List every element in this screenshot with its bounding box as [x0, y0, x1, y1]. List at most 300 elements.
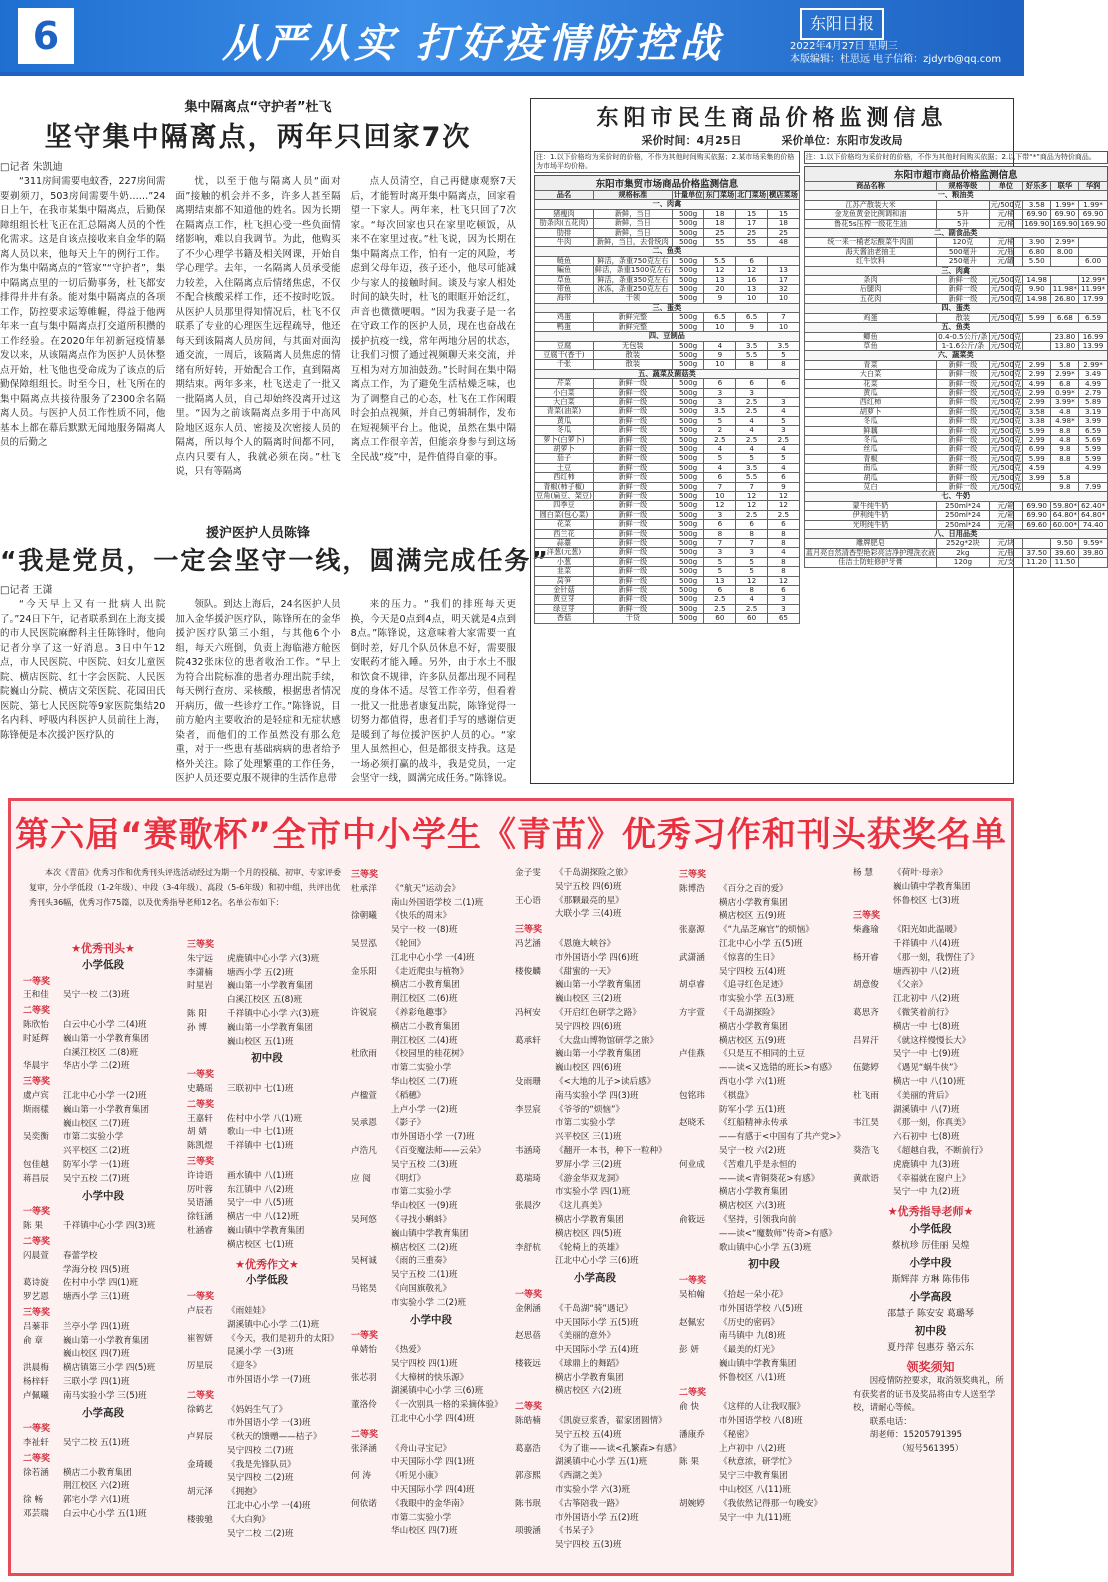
- winner-detail: 防军小学 五(1)班: [719, 1104, 786, 1115]
- award-entry: [853, 1062, 1008, 1076]
- supermarket-price-column: [804, 151, 1108, 624]
- table-cell: 500g: [672, 209, 704, 218]
- notice-phone: 胡老师：15205791395: [869, 1429, 962, 1440]
- table-cell: 6.8: [1051, 379, 1079, 388]
- winner-name: [679, 1062, 719, 1076]
- awards-title: 第六届“赛歌杯”全市中小学生《青苗》优秀习作和刊头获奖名单: [15, 815, 1007, 855]
- table-cell: 4: [768, 444, 800, 453]
- winner-detail: 华山校区 二(7)班: [391, 1076, 458, 1087]
- winner-detail: 横店校区 六(3)班: [719, 1201, 786, 1212]
- table-row: [535, 350, 800, 359]
- award-entry: [351, 1344, 511, 1358]
- award-entry: [351, 897, 511, 911]
- table-row: [535, 416, 800, 425]
- table-cell: 5: [704, 567, 736, 576]
- table-row: [804, 511, 1107, 520]
- notice-short-number: （短号561395）: [897, 1442, 964, 1453]
- winner-detail: 巍山第一小学教育集团: [63, 1033, 149, 1044]
- table-cell: 8: [736, 360, 768, 369]
- awards-column: [23, 937, 183, 1571]
- table-cell: 64.80*: [1080, 510, 1106, 520]
- notice-title: 领奖须知: [906, 1359, 955, 1374]
- winner-detail: 吴宁一校 六(2)班: [719, 1145, 786, 1156]
- table-cell: 胡萝卜: [804, 407, 936, 416]
- table-cell: 西红柿: [535, 473, 594, 482]
- table-cell: 5: [768, 416, 800, 425]
- winner-name: [679, 1076, 719, 1090]
- table-cell: 新鲜一级: [593, 539, 672, 548]
- winner-detail: 中天国际小学 四(4)班: [391, 1485, 475, 1496]
- table-cell: 鲜活，条重1500克左右: [594, 265, 671, 275]
- award-entry: [351, 924, 511, 938]
- table-cell: 25: [736, 228, 768, 237]
- award-entry: [679, 952, 849, 966]
- table-cell: 8: [768, 557, 800, 566]
- table-cell: 1.99*: [1051, 200, 1079, 209]
- table-cell: 10: [736, 294, 768, 303]
- winner-name: [679, 1358, 719, 1372]
- awards-list: [853, 867, 1008, 1219]
- table-cell: 元/500克: [990, 472, 1022, 482]
- winner-name: 金琦暖: [187, 1459, 213, 1470]
- winner-name: 厉叶蓉: [187, 1184, 213, 1195]
- award-entry: [187, 1022, 347, 1036]
- winner-name: [351, 1131, 391, 1145]
- award-entry: [515, 867, 675, 881]
- table-cell: 500g: [672, 294, 704, 303]
- winner-detail: 画水镇中 八(1)班: [227, 1170, 294, 1181]
- award-entry: [23, 1376, 183, 1390]
- table-cell: 新鲜一级: [937, 464, 989, 473]
- award-entry: [351, 1228, 511, 1242]
- winner-detail: 横店小学教育集团: [719, 1187, 788, 1198]
- winner-name: 崔智妍: [187, 1333, 213, 1344]
- winner-name: [679, 1303, 719, 1317]
- award-entry: [187, 1445, 347, 1459]
- table-cell: 250毫升: [937, 257, 989, 266]
- award-entry: [23, 1019, 183, 1033]
- winner-name: 蒋昌辰: [23, 1173, 49, 1184]
- winner-name: 金俐涵: [515, 1303, 541, 1314]
- category-row: [804, 191, 1107, 200]
- award-entry: [679, 1048, 849, 1062]
- award-entry: [351, 1173, 511, 1187]
- price-title: 东阳市民生商品价格监测信息: [596, 106, 948, 131]
- table-cell: 9.8: [1051, 483, 1079, 492]
- award-entry: [351, 1525, 511, 1539]
- table-row: [535, 510, 800, 519]
- winner-detail: 吴宁一中 八(5)班: [227, 1198, 294, 1209]
- award-entry: [853, 1021, 1008, 1035]
- table-cell: 8: [768, 567, 800, 576]
- winner-detail: 西屯小学 六(1)班: [719, 1076, 786, 1087]
- award-entry: [23, 1033, 183, 1047]
- table-cell: 新鲜，当日，去骨统肉: [593, 238, 672, 247]
- table-cell: 500g: [672, 266, 704, 275]
- award-entry: [515, 1062, 675, 1076]
- table-cell: 5.99: [1079, 454, 1107, 463]
- winner-detail: 《大白狗》: [227, 1514, 270, 1525]
- winner-name: [351, 1512, 391, 1526]
- winner-detail: 吴宁四校 二(7)班: [227, 1445, 294, 1456]
- award-entry: [679, 1512, 849, 1526]
- table-cell: 鲢鱼: [535, 256, 594, 265]
- winner-detail: 吴宁一校 二(3)班: [63, 990, 130, 1001]
- winner-name: [187, 1445, 227, 1459]
- supermarket-price-table: [804, 181, 1108, 568]
- winner-detail: 三联初中 七(1)班: [227, 1083, 294, 1094]
- award-entry: [515, 1512, 675, 1526]
- winner-detail: 千祥镇中心小学 四(3)班: [63, 1221, 156, 1232]
- award-entry: [515, 1186, 675, 1200]
- page-number: 6: [18, 8, 74, 64]
- winner-name: [679, 1186, 719, 1200]
- winner-detail: 横店小学教育集团: [719, 897, 788, 908]
- winner-name: 朱宁远: [187, 953, 213, 964]
- award-entry: [187, 1514, 347, 1528]
- table-cell: 西兰花: [535, 529, 594, 538]
- prize-level: 二等奖: [23, 1006, 51, 1017]
- table-cell: 60.00*: [1052, 519, 1077, 529]
- winner-detail: 《一次别具一格的采摘体验》: [391, 1400, 503, 1411]
- winner-detail: 市外国语小学 五(2)班: [555, 1512, 639, 1523]
- winner-detail: 市外国语学校 八(5)班: [719, 1303, 803, 1314]
- table-cell: 2.5: [736, 407, 768, 416]
- winner-detail: 《追寻红色足迹》: [719, 980, 788, 991]
- table-cell: 鲜活，条重750克左右: [593, 256, 672, 265]
- winner-name: 邓芸瑞: [23, 1509, 49, 1520]
- award-entry: [23, 1335, 183, 1349]
- table-cell: 3.5: [736, 341, 768, 350]
- table-cell: 新鲜一级: [593, 501, 672, 510]
- table-cell: 64.80*: [1052, 510, 1077, 520]
- table-cell: 豆腐: [535, 341, 594, 350]
- table-cell: 丝瓜: [804, 445, 936, 454]
- table-cell: 500g: [672, 539, 704, 548]
- table-cell: 2.79: [1079, 388, 1107, 397]
- table-row: [804, 464, 1107, 473]
- award-entry: [187, 1346, 347, 1360]
- table-cell: 新鲜一级: [593, 444, 672, 453]
- table-cell: 12: [736, 266, 768, 275]
- award-entry: [187, 1500, 347, 1514]
- winner-detail: 江北中心小学 三(6)班: [555, 1256, 639, 1267]
- winner-detail: 歌山一中 七(1)班: [227, 1127, 294, 1138]
- winner-detail: 郭宅小学 六(1)班: [63, 1495, 130, 1506]
- table-cell: 69.90: [1023, 501, 1051, 510]
- award-entry: [515, 1090, 675, 1104]
- winner-name: 柴鑫瑜: [853, 925, 879, 936]
- notice-body: 因疫情防控要求，取消领奖典礼，所有获奖者的证书及奖品将由专人送至学校，请耐心等候。: [853, 1375, 1004, 1413]
- winner-detail: 华山校区 四(7)班: [391, 1526, 458, 1537]
- winner-name: [515, 1090, 555, 1104]
- winner-detail: 江北中心小学 四(4)班: [391, 1414, 475, 1425]
- award-entry: [515, 1214, 675, 1228]
- winner-name: 赵思蓓: [515, 1331, 541, 1342]
- award-entry: [515, 1372, 675, 1386]
- table-cell: [1023, 341, 1051, 350]
- table-cell: 6: [768, 379, 800, 388]
- table-cell: 元/500克: [990, 444, 1022, 454]
- table-cell: 3: [768, 426, 800, 435]
- winner-name: [351, 1200, 391, 1214]
- winner-detail: 横店小学教育集团: [555, 1214, 624, 1225]
- winner-name: 冯艺涵: [515, 938, 541, 949]
- winner-detail: 横店小学教育集团: [719, 1021, 788, 1032]
- winner-name: [23, 1118, 63, 1132]
- winner-name: 葛思齐: [853, 1007, 879, 1018]
- table-cell: 9: [704, 350, 736, 359]
- award-entry: [351, 1035, 511, 1049]
- table-row: [535, 294, 800, 303]
- table-cell: 元/桶: [989, 238, 1023, 247]
- winner-name: 厉星辰: [187, 1361, 213, 1372]
- winner-name: 斯雨樣: [23, 1104, 49, 1115]
- table-row: [804, 210, 1107, 219]
- winner-name: [351, 1228, 391, 1242]
- table-cell: 新鲜一级: [937, 407, 989, 416]
- winner-detail: 中天国际小学 四(1)班: [391, 1457, 475, 1468]
- table-row: [804, 539, 1107, 548]
- award-entry: [187, 1083, 347, 1097]
- teacher-names: 邵慧子 陈安安 葛璐琴: [887, 1308, 974, 1319]
- winner-name: [351, 1385, 391, 1399]
- table-cell: 新鲜一级: [937, 426, 989, 435]
- award-entry: [351, 1090, 511, 1104]
- winner-name: [351, 1269, 391, 1283]
- table-cell: 5: [768, 350, 800, 359]
- prize-level: 二等奖: [187, 1390, 215, 1401]
- table-cell: 18: [768, 219, 800, 228]
- table-cell: 120g: [937, 558, 989, 567]
- award-entry: [351, 1269, 511, 1283]
- table-cell: 2.5: [768, 510, 800, 519]
- winner-detail: 《只是互不相同的土豆: [719, 1049, 805, 1060]
- award-entry: [351, 1255, 511, 1269]
- award-entry: [187, 1404, 347, 1418]
- award-entry: [187, 994, 347, 1008]
- winner-detail: 横店校区 七(1)班: [227, 1239, 294, 1250]
- winner-name: 王和佳: [23, 990, 49, 1001]
- table-cell: 69.90: [1023, 210, 1051, 219]
- table-cell: 500g: [672, 557, 704, 566]
- table-cell: 500g: [672, 219, 704, 228]
- prize-level: 二等奖: [679, 1388, 707, 1399]
- winner-name: [515, 881, 555, 895]
- winner-name: 卢佩曦: [23, 1390, 49, 1401]
- award-entry: [853, 1104, 1008, 1118]
- winner-name: 陈书珉: [515, 1498, 541, 1509]
- table-cell: 元/500克: [990, 199, 1022, 209]
- table-cell: 6: [704, 379, 736, 388]
- award-entry: [351, 1512, 511, 1526]
- award-entry: [351, 979, 511, 993]
- table-cell: 5: [704, 454, 736, 463]
- table-cell: 黄豆芽: [535, 595, 594, 604]
- prize-level: 一等奖: [187, 1292, 215, 1303]
- winner-detail: 《向国旗敬礼》: [391, 1283, 452, 1294]
- winner-name: 徐若涵: [23, 1467, 49, 1478]
- table-cell: 元/罐: [989, 257, 1023, 266]
- table-cell: 5: [736, 454, 768, 463]
- table-cell: 条肉: [804, 276, 936, 285]
- table-cell: 新鲜，当日: [593, 219, 672, 228]
- teacher-level: 初中段: [914, 1324, 947, 1337]
- category-row: [535, 332, 800, 341]
- prize-level: 二等奖: [515, 1402, 543, 1413]
- table-cell: 牛肉: [535, 238, 594, 247]
- table-cell: 元/500克: [990, 369, 1022, 379]
- winner-name: 项骏涵: [515, 1526, 541, 1537]
- winner-name: 时星岩: [187, 981, 213, 992]
- winner-detail: 市外国语学校 八(8)班: [719, 1416, 803, 1427]
- award-entry: [679, 897, 849, 911]
- table-cell: 5.8: [1051, 473, 1079, 482]
- table-cell: 6: [704, 520, 736, 529]
- award-entry: [515, 938, 675, 952]
- winner-name: 葵浩飞: [853, 1145, 879, 1156]
- masthead-divider: [0, 72, 1024, 76]
- award-entry: [515, 979, 675, 993]
- table-cell: 7: [704, 482, 736, 491]
- table-cell: 55: [704, 238, 736, 247]
- award-entry: [853, 895, 1008, 909]
- table-cell: 新鲜一级: [937, 398, 989, 407]
- winner-detail: 《我依然记得那一句晚安》: [719, 1498, 823, 1509]
- award-entry: [187, 1360, 347, 1374]
- price-monitoring-panel: [530, 98, 1106, 784]
- award-category: ★优秀作文★: [235, 1257, 299, 1271]
- winner-detail: 江北初中 八(2)班: [893, 994, 960, 1005]
- winner-detail: 《甜蜜的一天》: [555, 966, 616, 977]
- award-entry: [679, 1090, 849, 1104]
- winner-detail: 《舟山寻宝记》: [391, 1443, 452, 1454]
- winner-detail: 《雨的三重奏》: [391, 1256, 452, 1267]
- winner-detail: 《秘密》: [719, 1429, 754, 1440]
- table-cell: [1079, 238, 1107, 247]
- winner-name: [679, 1200, 719, 1214]
- award-category: ★优秀指导老师★: [887, 1205, 974, 1219]
- table-cell: 120克: [937, 238, 989, 247]
- table-cell: 500g: [672, 604, 704, 613]
- table-cell: 元/500克: [990, 331, 1022, 341]
- table-cell: 4: [736, 595, 768, 604]
- winner-name: 许锐宸: [351, 1007, 377, 1018]
- table-cell: 2.99: [1023, 435, 1051, 444]
- table-cell: 西红柿: [804, 398, 936, 407]
- award-entry: [187, 1305, 347, 1319]
- award-entry: [351, 910, 511, 924]
- table-cell: 元/桶: [989, 210, 1023, 219]
- table-cell: 鸡蛋: [535, 313, 594, 322]
- winner-name: 吴珂悠: [351, 1214, 377, 1225]
- winner-name: [515, 1021, 555, 1035]
- winner-detail: 《轮回》: [391, 938, 426, 949]
- table-cell: 32: [768, 285, 800, 294]
- winner-name: 胡元泽: [187, 1487, 213, 1498]
- table-cell: 12.99*: [1080, 275, 1106, 285]
- award-entry: [515, 1470, 675, 1484]
- winner-name: [515, 1255, 555, 1269]
- award-entry: [679, 1131, 849, 1145]
- winner-name: 赵佩宏: [679, 1317, 705, 1328]
- winner-name: 胡卓睿: [679, 980, 705, 991]
- award-entry: [187, 953, 347, 967]
- winner-name: 张嘉源: [679, 925, 705, 936]
- winner-name: [515, 1159, 555, 1173]
- winner-name: 俞筱远: [679, 1214, 705, 1225]
- table-cell: 2.5: [736, 604, 768, 613]
- table-cell: 12: [704, 266, 736, 275]
- award-entry: [679, 1470, 849, 1484]
- table-cell: 新鲜一级: [593, 529, 672, 538]
- winner-name: [351, 1021, 391, 1035]
- winner-detail: 《那一刻，你真美》: [893, 1118, 971, 1129]
- table-cell: 2.5: [736, 435, 768, 444]
- winner-name: 卢浩凡: [351, 1145, 377, 1156]
- winner-name: [853, 881, 893, 895]
- winner-detail: 市外国语小学 四(6)班: [555, 952, 639, 963]
- award-entry: [853, 1090, 1008, 1104]
- column-header: 计量单位: [673, 190, 703, 199]
- table-cell: 光明纯牛奶: [804, 520, 936, 529]
- winner-detail: 市第二实验小学: [555, 1118, 616, 1129]
- winner-name: 吴柏翰: [679, 1289, 705, 1300]
- award-entry: [351, 1385, 511, 1399]
- table-cell: 4.98*: [1051, 417, 1079, 426]
- prize-level: 一等奖: [23, 976, 51, 987]
- award-entry: [853, 1186, 1008, 1200]
- winner-name: [187, 1417, 227, 1431]
- winner-name: 马铭昊: [351, 1283, 377, 1294]
- category-label: 六、蔬菜类: [804, 351, 1107, 360]
- table-cell: 新鲜一级: [593, 548, 672, 557]
- column-header: 横店菜场: [769, 190, 798, 199]
- column-header: 规格标准: [593, 191, 672, 200]
- table-cell: 6: [768, 473, 800, 482]
- winner-detail: 巍山校区 四(6)班: [555, 1063, 622, 1074]
- award-entry: [853, 1035, 1008, 1049]
- award-entry: [187, 1197, 347, 1211]
- table-cell: 新鲜一级: [593, 576, 672, 585]
- award-entry: [351, 1283, 511, 1297]
- table-cell: 4.59: [1023, 464, 1051, 473]
- table-cell: 莴笋: [535, 576, 594, 585]
- table-row: [804, 238, 1107, 247]
- category-label: 八、日用品类: [804, 530, 1107, 539]
- table-row: [535, 501, 800, 510]
- winner-name: 葛瑞琦: [515, 1173, 541, 1184]
- table-cell: 四季豆: [535, 501, 594, 510]
- winner-name: 潘康乔: [679, 1429, 705, 1440]
- winner-name: [853, 895, 893, 909]
- prize-level: 三等奖: [853, 911, 881, 922]
- winner-name: 胡婉婷: [679, 1498, 705, 1509]
- award-entry: [515, 1145, 675, 1159]
- award-entry: [351, 938, 511, 952]
- winner-name: [187, 1374, 227, 1388]
- award-entry: [679, 1076, 849, 1090]
- table-cell: 江苏产散装大米: [804, 200, 936, 209]
- teacher-list: [853, 1222, 1008, 1355]
- table-cell: 13: [704, 576, 736, 585]
- winner-name: [853, 966, 893, 980]
- winner-detail: 市实验小学 五(3)班: [719, 994, 795, 1005]
- winner-name: 何业成: [679, 1159, 705, 1170]
- winner-name: [187, 1472, 227, 1486]
- grade-level: 小学中段: [82, 1189, 124, 1202]
- table-cell: 新鲜一级: [937, 379, 989, 388]
